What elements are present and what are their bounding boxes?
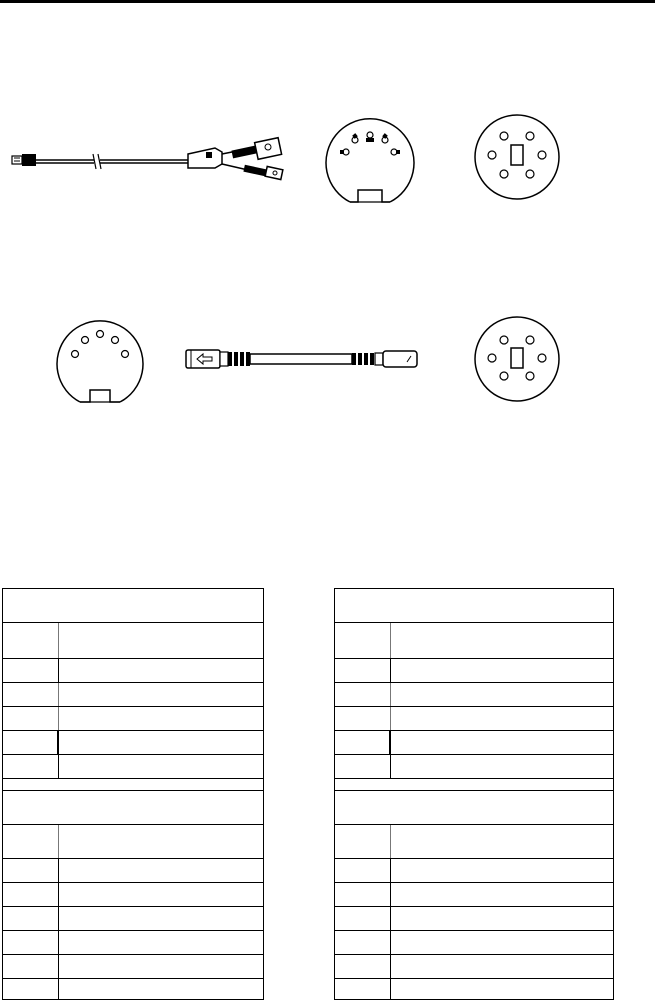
signal-cell: [391, 859, 613, 882]
mini-din-6-pin-connector-face-2: [472, 314, 562, 404]
din-5-pin-connector-face-small: [52, 314, 148, 410]
pin-cell: [335, 955, 391, 978]
signal-cell: [59, 907, 263, 930]
table-section-header: [335, 791, 613, 825]
signal-cell: [59, 955, 263, 978]
signal-cell: [391, 931, 613, 954]
table-row: [3, 955, 263, 979]
pin-cell: [335, 623, 391, 658]
signal-cell: [59, 683, 263, 706]
pin-cell: [3, 659, 59, 682]
pin-cell: [3, 825, 59, 858]
pin-cell: [335, 907, 391, 930]
top-rule: [0, 0, 655, 3]
pin-cell: [3, 755, 59, 778]
pin-cell: [335, 859, 391, 882]
table-row: [3, 659, 263, 683]
table-row: [3, 907, 263, 931]
table-row: [3, 979, 263, 1000]
signal-cell: [391, 659, 613, 682]
signal-cell: [59, 859, 263, 882]
signal-cell: [59, 707, 263, 730]
signal-cell: [391, 883, 613, 906]
table-row: [335, 859, 613, 883]
table-row: [335, 683, 613, 707]
table-row: [3, 731, 263, 755]
mini-din-6-pin-connector-face: [472, 112, 562, 202]
pin-cell: [3, 931, 59, 954]
pin-cell: [3, 955, 59, 978]
signal-cell: [391, 683, 613, 706]
table-row: [3, 931, 263, 955]
mini-din-to-din-adapter-cable-drawing: [185, 342, 425, 376]
table-row: [335, 883, 613, 907]
signal-cell: [391, 755, 613, 778]
pin-cell: [335, 683, 391, 706]
table-row: [335, 731, 613, 755]
table-row: [335, 931, 613, 955]
signal-cell: [391, 979, 613, 1000]
signal-cell: [391, 731, 613, 754]
pin-cell: [3, 979, 59, 1000]
pin-cell: [335, 979, 391, 1000]
signal-cell: [59, 825, 263, 858]
table-row: [335, 907, 613, 931]
table-row: [335, 755, 613, 779]
pin-cell: [3, 707, 59, 730]
table-row: [3, 883, 263, 907]
table-section-header: [3, 791, 263, 825]
table-row: [335, 659, 613, 683]
signal-cell: [59, 931, 263, 954]
signal-cell: [59, 659, 263, 682]
signal-cell: [59, 883, 263, 906]
table-row: [3, 623, 263, 659]
signal-cell: [59, 755, 263, 778]
pin-cell: [3, 623, 59, 658]
pinout-table-right: [334, 588, 614, 1000]
pin-cell: [335, 755, 391, 778]
signal-cell: [391, 907, 613, 930]
signal-cell: [391, 955, 613, 978]
table-row: [335, 979, 613, 1000]
table-section-header: [335, 589, 613, 623]
pin-cell: [335, 825, 391, 858]
signal-cell: [391, 623, 613, 658]
table-row: [3, 755, 263, 779]
pin-cell: [335, 659, 391, 682]
signal-cell: [391, 707, 613, 730]
pin-cell: [335, 731, 391, 754]
table-row: [3, 825, 263, 859]
signal-cell: [59, 979, 263, 1000]
table-row: [335, 707, 613, 731]
pin-cell: [3, 907, 59, 930]
y-splitter-cable-drawing: [10, 120, 295, 195]
table-row: [3, 707, 263, 731]
signal-cell: [59, 731, 263, 754]
table-row: [3, 859, 263, 883]
pin-cell: [3, 731, 59, 754]
table-spacer: [335, 779, 613, 791]
pin-cell: [3, 859, 59, 882]
pin-cell: [3, 883, 59, 906]
signal-cell: [391, 825, 613, 858]
table-row: [335, 623, 613, 659]
table-spacer: [3, 779, 263, 791]
signal-cell: [59, 623, 263, 658]
table-section-header: [3, 589, 263, 623]
pin-cell: [335, 883, 391, 906]
pin-cell: [335, 707, 391, 730]
din-5-pin-connector-face-large: [320, 110, 420, 210]
pin-cell: [3, 683, 59, 706]
pin-cell: [335, 931, 391, 954]
table-row: [335, 955, 613, 979]
table-row: [3, 683, 263, 707]
table-row: [335, 825, 613, 859]
pinout-table-left: [2, 588, 264, 1000]
